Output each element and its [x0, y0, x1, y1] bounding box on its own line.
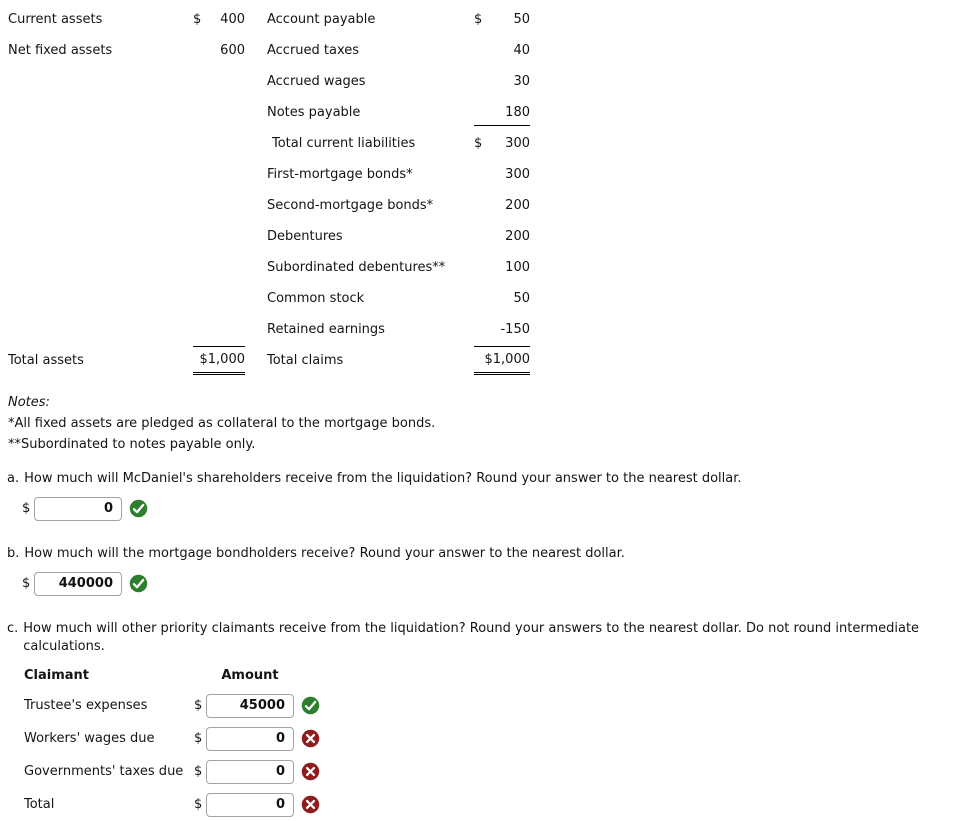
claimant-row-trustees [24, 689, 957, 722]
result-icon-b [129, 574, 148, 593]
balance-sheet [0, 4, 957, 384]
question-c-text [7, 620, 957, 656]
claim-value [474, 99, 530, 126]
total-assets-amount: $1,000 [199, 352, 245, 367]
assets-spacer [8, 66, 245, 345]
claimant-label: Trustee's expenses [24, 698, 148, 713]
claim-value [474, 69, 530, 94]
asset-row [8, 4, 245, 35]
dollar-sign: $ [22, 576, 31, 591]
result-icon-total [301, 795, 320, 814]
answer-input-b[interactable] [34, 572, 122, 596]
total-claims-amount: $1,000 [484, 352, 530, 367]
claim-label: Notes payable [267, 105, 361, 120]
result-icon-workers [301, 729, 320, 748]
result-icon-a [129, 499, 148, 518]
claimant-row-workers [24, 722, 957, 755]
asset-label: Net fixed assets [8, 43, 113, 58]
question-b-prompt: How much will the mortgage bondholders receive? Round your answer to the nearest dollar. [24, 546, 625, 561]
claim-label: Debentures [267, 229, 343, 244]
total-assets-row [8, 345, 245, 376]
claim-label: Retained earnings [267, 322, 385, 337]
claim-label: Accrued taxes [267, 43, 360, 58]
claim-amount: 100 [505, 260, 530, 275]
question-b-text [7, 545, 957, 563]
claim-value [474, 38, 530, 63]
claim-row [267, 221, 530, 252]
result-icon-governments [301, 762, 320, 781]
asset-value [193, 38, 245, 63]
claim-row [267, 314, 530, 345]
claim-label: Accrued wages [267, 74, 366, 89]
claim-row [267, 159, 530, 190]
correct-check-icon [129, 499, 148, 518]
claim-amount: 200 [505, 198, 530, 213]
claimant-label: Governments' taxes due [24, 764, 184, 779]
answer-input-trustees-expenses[interactable] [206, 694, 294, 718]
claim-amount: 50 [513, 12, 530, 27]
claim-value [474, 193, 530, 218]
claim-label: Subordinated debentures** [267, 260, 446, 275]
claim-value [474, 255, 530, 280]
note-subordination: **Subordinated to notes payable only. [8, 437, 256, 452]
total-assets-value [193, 346, 245, 375]
incorrect-x-icon [301, 795, 320, 814]
correct-check-icon [301, 696, 320, 715]
claimants-table-header [24, 665, 957, 685]
claim-value [474, 224, 530, 249]
claimant-row-total [24, 788, 957, 821]
asset-label: Current assets [8, 12, 103, 27]
incorrect-x-icon [301, 762, 320, 781]
claim-value [474, 286, 530, 311]
answer-row-a [22, 495, 957, 522]
claim-amount: 50 [513, 291, 530, 306]
dollar-sign: $ [194, 764, 203, 779]
asset-amount: 400 [220, 12, 245, 27]
claim-amount: 300 [505, 136, 530, 151]
claimant-column-header: Claimant [24, 667, 90, 683]
claim-row [267, 128, 530, 159]
claim-amount: 300 [505, 167, 530, 182]
result-icon-trustees [301, 696, 320, 715]
claim-value [474, 317, 530, 342]
claim-label: Total current liabilities [272, 136, 416, 151]
claim-label: First-mortgage bonds* [267, 167, 413, 182]
notes-heading: Notes: [8, 395, 50, 410]
correct-check-icon [129, 574, 148, 593]
question-a-prompt: How much will McDaniel's shareholders receive from the liquidation? Round your answer to the nearest dollar. [24, 471, 742, 486]
answer-row-b [22, 570, 957, 597]
answer-input-a[interactable] [34, 497, 122, 521]
asset-row [8, 35, 245, 66]
claim-row [267, 190, 530, 221]
assets-column [8, 4, 245, 376]
dollar-sign: $ [194, 797, 203, 812]
asset-amount: 600 [220, 43, 245, 58]
dollar-sign: $ [194, 698, 203, 713]
currency-symbol: $ [193, 12, 202, 27]
answer-input-workers-wages[interactable] [206, 727, 294, 751]
claim-value [474, 131, 530, 156]
question-b-letter: b. [7, 546, 20, 561]
claimant-row-governments [24, 755, 957, 788]
claim-value [474, 162, 530, 187]
question-a-text [7, 470, 957, 488]
claim-row [267, 97, 530, 128]
note-collateral: *All fixed assets are pledged as collateral to the mortgage bonds. [8, 416, 436, 431]
dollar-sign: $ [194, 731, 203, 746]
answer-input-governments-taxes[interactable] [206, 760, 294, 784]
claim-label: Common stock [267, 291, 365, 306]
claim-value [474, 7, 530, 32]
claim-row [267, 4, 530, 35]
notes-section [8, 392, 957, 455]
currency-symbol: $ [474, 12, 483, 27]
claimant-label: Total [24, 797, 55, 812]
currency-symbol: $ [474, 136, 483, 151]
total-claims-label: Total claims [267, 353, 344, 368]
claims-column [267, 4, 530, 376]
claim-amount: 30 [513, 74, 530, 89]
claim-row [267, 252, 530, 283]
amount-column-header: Amount [221, 667, 279, 683]
question-a-letter: a. [7, 471, 20, 486]
claim-amount: -150 [500, 322, 530, 337]
question-c-prompt: How much will other priority claimants receive from the liquidation? Round your answers to the nearest dollar. Do not round intermediate calculations. [23, 621, 920, 654]
incorrect-x-icon [301, 729, 320, 748]
claimant-label: Workers' wages due [24, 731, 155, 746]
claim-row [267, 35, 530, 66]
total-claims-row [267, 345, 530, 376]
claim-amount: 40 [513, 43, 530, 58]
dollar-sign: $ [22, 501, 31, 516]
question-c-letter: c. [7, 621, 19, 636]
claim-amount: 180 [505, 104, 530, 120]
claim-row [267, 283, 530, 314]
asset-value [193, 7, 245, 32]
answer-input-total[interactable] [206, 793, 294, 817]
total-assets-label: Total assets [8, 353, 84, 368]
claim-label: Account payable [267, 12, 376, 27]
total-claims-value [474, 346, 530, 375]
claim-row [267, 66, 530, 97]
claim-amount: 200 [505, 229, 530, 244]
claim-label: Second-mortgage bonds* [267, 198, 434, 213]
claimants-table [24, 665, 957, 821]
